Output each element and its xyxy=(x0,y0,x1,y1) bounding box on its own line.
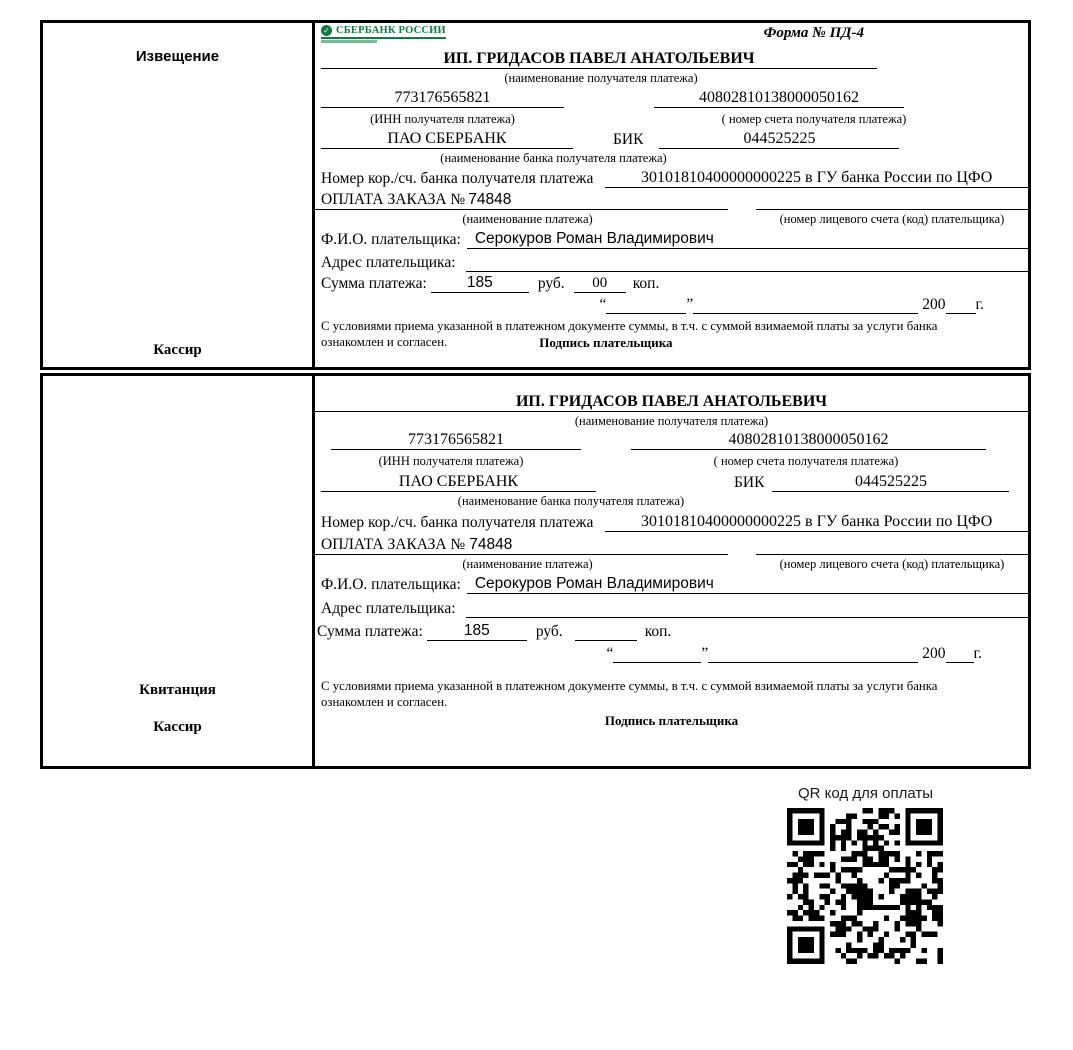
year-prefix: 200 xyxy=(922,296,946,313)
date-quote-open-2: “ xyxy=(606,645,614,662)
payer-address-blank-line xyxy=(466,249,1028,272)
payer-code-caption-2: (номер лицевого счета (код) плательщика) xyxy=(779,557,1005,572)
year-prefix-2: 200 xyxy=(922,645,946,662)
agreement-line2: ознакомлен и согласен. xyxy=(321,334,448,349)
bik-value: 044525225 xyxy=(659,130,899,149)
bik-label-2: БИК xyxy=(734,474,765,491)
order-number-value: 74848 xyxy=(468,191,512,208)
cashier-label-2: Кассир xyxy=(153,719,202,735)
agreement-text xyxy=(321,319,1022,350)
signature-label-2: Подпись плательщика xyxy=(604,713,739,729)
agreement-line2-2: ознакомлен и согласен. xyxy=(321,694,448,709)
recipient-caption: (наименование получателя платежа) xyxy=(504,71,698,86)
bik-value-2: 044525225 xyxy=(772,473,1009,492)
account-caption-2: ( номер счета получателя платежа) xyxy=(713,454,899,469)
date-quote-open: “ xyxy=(599,296,607,313)
inn-caption: (ИНН получателя платежа) xyxy=(370,112,515,127)
year-blank-2 xyxy=(946,641,974,663)
agreement-text-2 xyxy=(321,679,1022,729)
sberbank-logo-icon: ✓ xyxy=(321,25,332,36)
payer-address-label-2: Адрес плательщика: xyxy=(321,600,456,617)
recipient-name: ИП. ГРИДАСОВ ПАВЕЛ АНАТОЛЬЕВИЧ xyxy=(321,50,877,69)
recipient-caption-2: (наименование получателя платежа) xyxy=(574,414,769,429)
notice-left-column xyxy=(43,23,315,367)
agreement-line1: С условиями приема указанной в платежном документе суммы, в т.ч. с суммой взимаемой платы за услуги банка xyxy=(321,319,938,333)
payer-name-value: Серокуров Роман Владимирович xyxy=(467,230,1028,249)
payer-name-label-2: Ф.И.О. плательщика: xyxy=(321,576,461,593)
payer-address-label: Адрес плательщика: xyxy=(321,254,456,271)
sum-label: Сумма платежа: xyxy=(321,275,427,292)
sum-kop-value: 00 xyxy=(574,275,626,293)
payer-name-label: Ф.И.О. плательщика: xyxy=(321,231,461,248)
payment-caption-2: (наименование платежа) xyxy=(462,557,593,572)
qr-code-image xyxy=(787,808,943,964)
payment-caption: (наименование платежа) xyxy=(462,212,593,227)
inn-value: 773176565821 xyxy=(321,89,564,108)
agreement-line1-2: С условиями приема указанной в платежном документе суммы, в т.ч. с суммой взимаемой платы за услуги банка xyxy=(321,679,938,693)
kop-label-2: коп. xyxy=(644,623,672,640)
corr-account-value-2: 30101810400000000225 в ГУ банка России по ЦФО xyxy=(605,513,1028,532)
bank-name-value: ПАО СБЕРБАНК xyxy=(321,130,573,149)
corr-account-value: 30101810400000000225 в ГУ банка России по ЦФО xyxy=(605,169,1028,188)
year-blank xyxy=(946,293,976,314)
notice-section xyxy=(40,20,1031,370)
notice-body xyxy=(315,23,1028,367)
date-month-blank-2 xyxy=(708,641,918,663)
receipt-body xyxy=(315,376,1028,766)
bank-caption: (наименование банка получателя платежа) xyxy=(440,151,667,166)
account-caption: ( номер счета получателя платежа) xyxy=(721,112,907,127)
year-suffix: г. xyxy=(975,296,984,313)
payer-code-blank-line xyxy=(756,188,1028,210)
date-month-blank xyxy=(693,293,918,314)
qr-code xyxy=(787,808,943,969)
inn-value-2: 773176565821 xyxy=(331,431,581,450)
date-quote-close: ” xyxy=(686,296,694,313)
rub-label: руб. xyxy=(537,275,565,292)
date-quote-close-2: ” xyxy=(701,645,709,662)
receipt-left-column xyxy=(43,376,315,766)
corr-account-label: Номер кор./сч. банка получателя платежа xyxy=(321,170,594,187)
sberbank-logo-text: СБЕРБАНК РОССИИ xyxy=(336,25,446,36)
account-value: 40802810138000050162 xyxy=(654,89,904,108)
kop-label: коп. xyxy=(632,275,660,292)
sum-label-2: Сумма платежа: xyxy=(317,623,423,640)
sum-rub-value: 185 xyxy=(431,274,529,293)
payment-purpose-label: ОПЛАТА ЗАКАЗА № xyxy=(321,191,466,208)
year-suffix-2: г. xyxy=(973,645,982,662)
recipient-name-2: ИП. ГРИДАСОВ ПАВЕЛ АНАТОЛЬЕВИЧ xyxy=(315,393,1028,412)
date-day-blank xyxy=(606,293,686,314)
bank-name-value-2: ПАО СБЕРБАНК xyxy=(321,473,596,492)
payer-code-blank-line-2 xyxy=(756,532,1028,555)
sum-kop-blank-2 xyxy=(575,618,637,641)
qr-code-label: QR код для оплаты xyxy=(797,785,933,802)
payer-address-blank-line-2 xyxy=(466,594,1028,618)
payer-name-value-2: Серокуров Роман Владимирович xyxy=(467,575,1028,594)
payment-purpose-label-2: ОПЛАТА ЗАКАЗА № xyxy=(321,536,466,553)
cashier-label: Кассир xyxy=(153,342,202,358)
rub-label-2: руб. xyxy=(535,623,563,640)
bik-label: БИК xyxy=(613,131,644,148)
inn-caption-2: (ИНН получателя платежа) xyxy=(378,454,524,469)
payer-code-caption: (номер лицевого счета (код) плательщика) xyxy=(779,212,1005,227)
sum-rub-value-2: 185 xyxy=(427,622,527,641)
corr-account-label-2: Номер кор./сч. банка получателя платежа xyxy=(321,514,594,531)
form-number-label: Форма № ПД-4 xyxy=(763,25,864,41)
bank-caption-2: (наименование банка получателя платежа) xyxy=(457,494,685,509)
notice-title: Извещение xyxy=(135,48,220,65)
account-value-2: 40802810138000050162 xyxy=(631,431,986,450)
signature-label: Подпись плательщика xyxy=(539,334,673,350)
receipt-title: Квитанция xyxy=(139,682,216,698)
sberbank-logo-tagline-bar xyxy=(321,40,377,43)
receipt-section xyxy=(40,373,1031,769)
sberbank-logo xyxy=(321,25,446,43)
date-day-blank-2 xyxy=(613,641,701,663)
order-number-value-2: 74848 xyxy=(469,536,513,553)
